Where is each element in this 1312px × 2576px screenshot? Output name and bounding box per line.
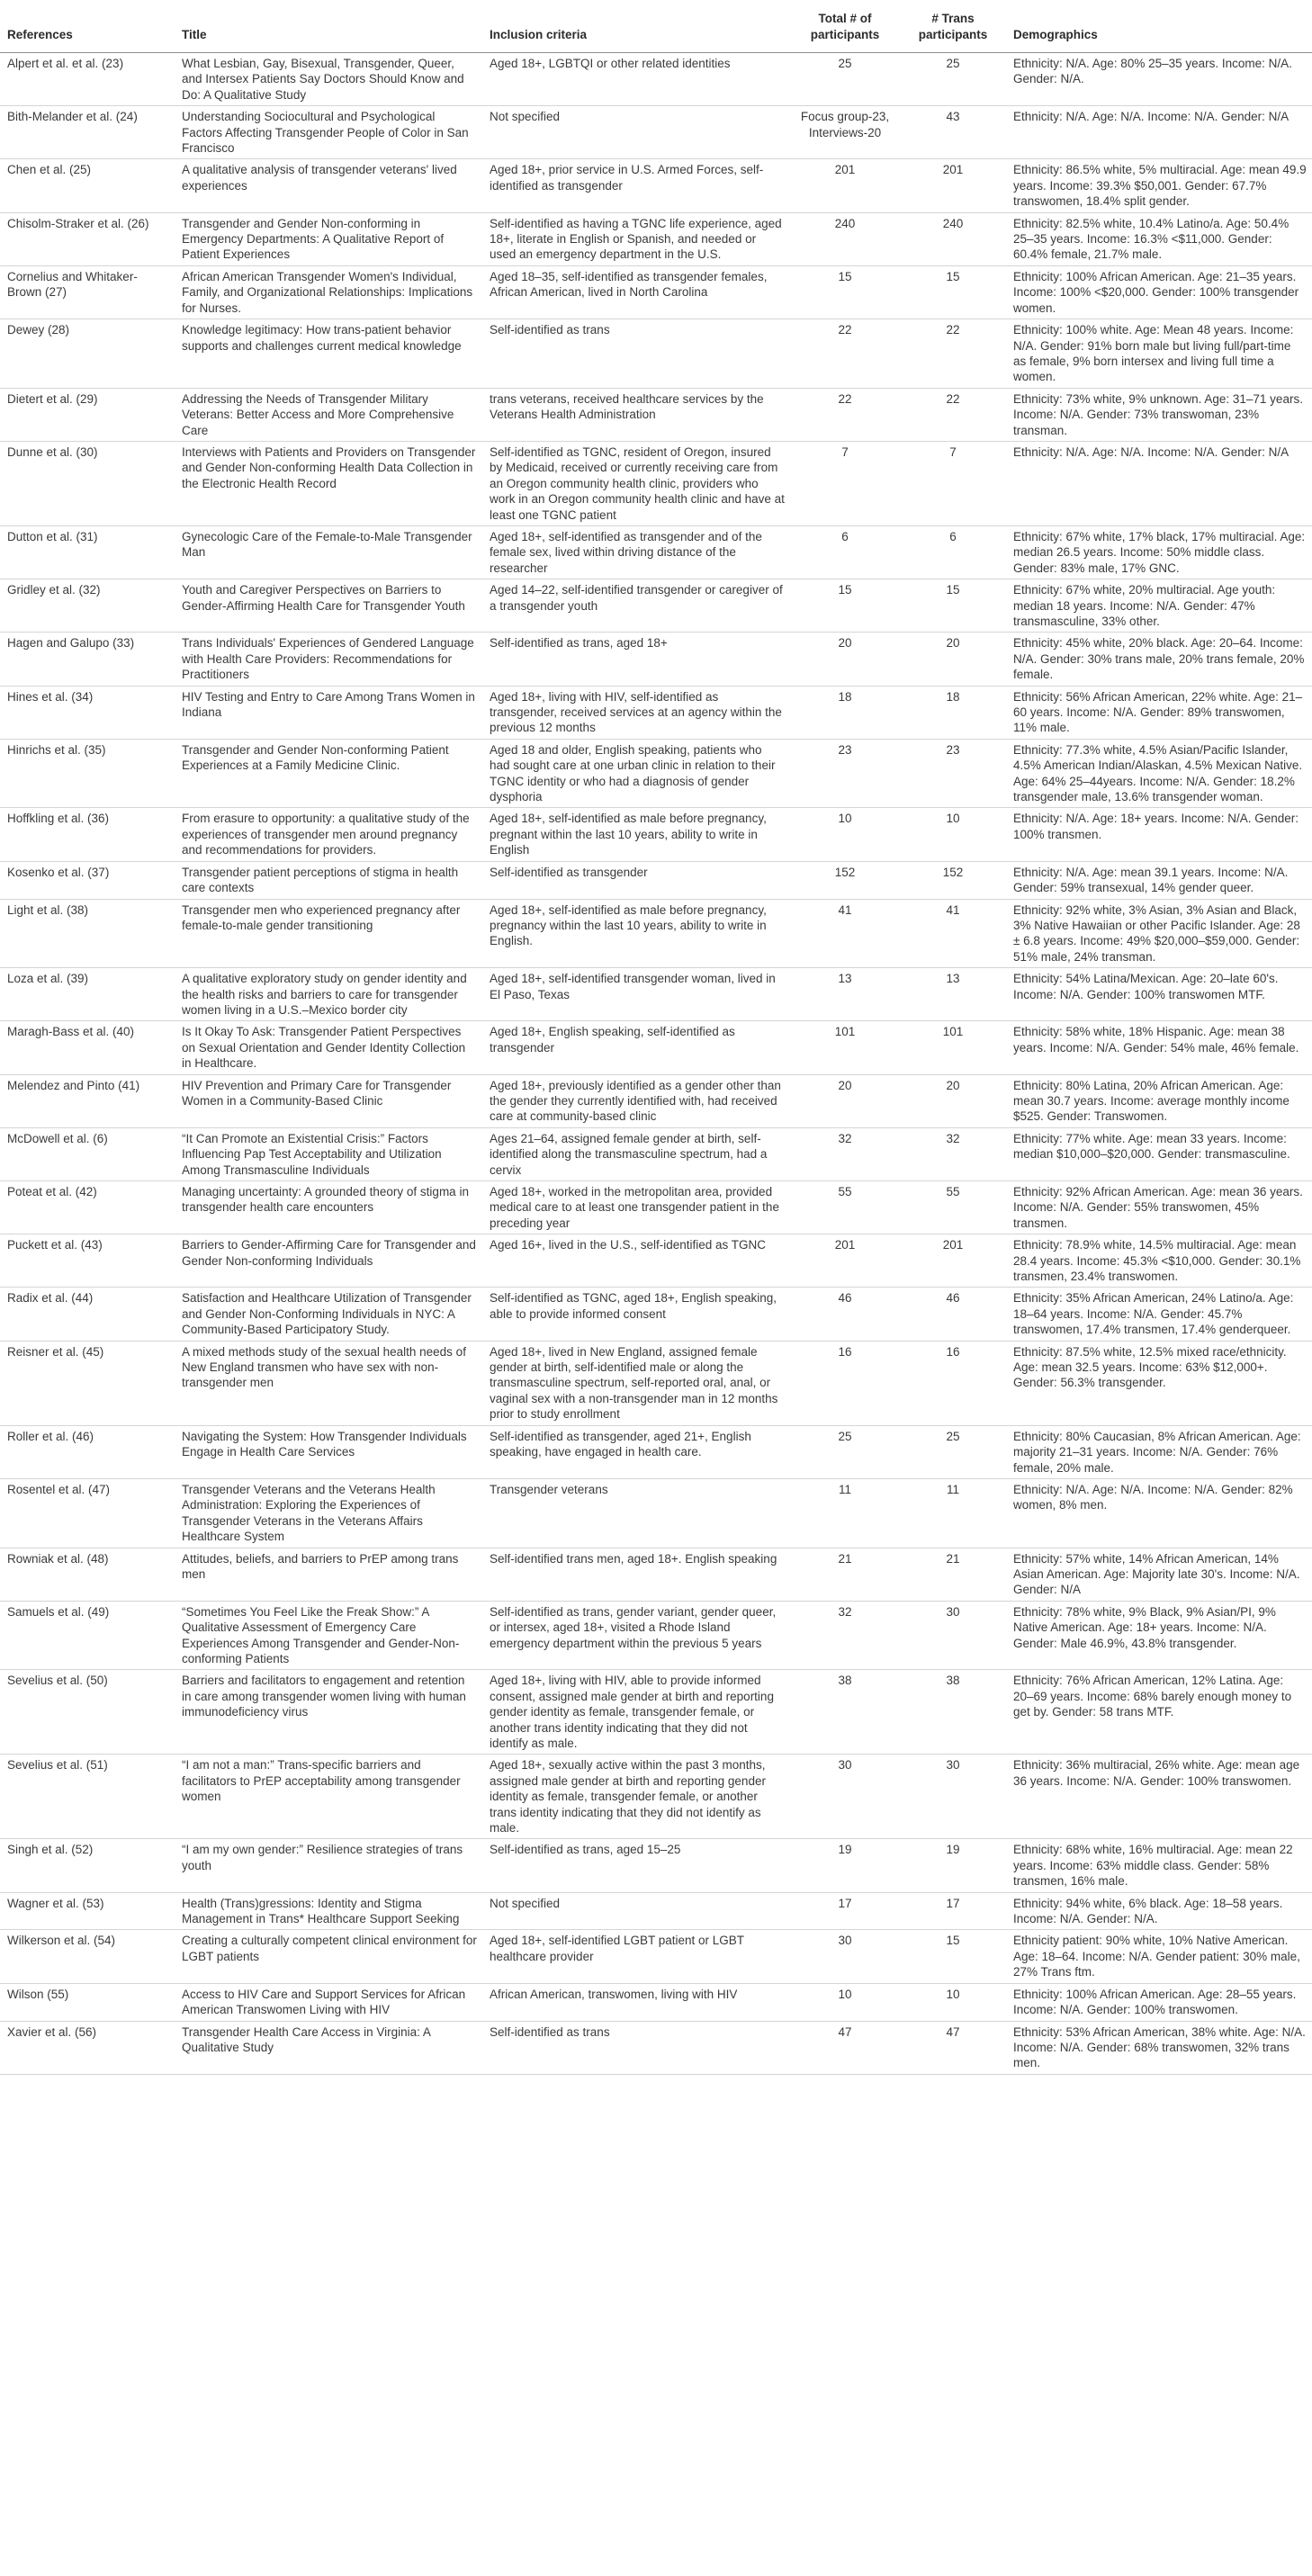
cell-trans-participants: 18 — [898, 686, 1006, 739]
cell-demographics: Ethnicity: 58% white, 18% Hispanic. Age: mean 38 years. Income: N/A. Gender: 54% male, 46% female. — [1006, 1021, 1312, 1074]
cell-inclusion-criteria: Aged 18 and older, English speaking, patients who had sought care at one urban clinic in relation to their TGNC identity or who had a diagnosis of gender dysphoria — [482, 739, 790, 808]
cell-trans-participants: 23 — [898, 739, 1006, 808]
cell-total-participants: 55 — [790, 1181, 898, 1234]
cell-demographics: Ethnicity: 56% African American, 22% white. Age: 21–60 years. Income: N/A. Gender: 89% transwomen, 11% male. — [1006, 686, 1312, 739]
cell-inclusion-criteria: Aged 18+, lived in New England, assigned female gender at birth, self-identified male or along the transmasculine spectrum, self-reported oral, anal, or vaginal sex with a non-transgender man in 12 months prior to study enrollment — [482, 1341, 790, 1425]
cell-reference: Reisner et al. (45) — [0, 1341, 175, 1425]
table-row — [0, 1478, 1312, 1548]
cell-reference: Maragh-Bass et al. (40) — [0, 1021, 175, 1074]
cell-inclusion-criteria: African American, transwomen, living with HIV — [482, 1983, 790, 2021]
table-row — [0, 739, 1312, 808]
table-row — [0, 319, 1312, 389]
cell-inclusion-criteria: Aged 18–35, self-identified as transgender females, African American, lived in North Carolina — [482, 265, 790, 319]
cell-reference: Dunne et al. (30) — [0, 441, 175, 525]
cell-title: Barriers to Gender-Affirming Care for Transgender and Gender Non-conforming Individuals — [175, 1234, 482, 1288]
cell-total-participants: 7 — [790, 441, 898, 525]
cell-reference: Rosentel et al. (47) — [0, 1478, 175, 1548]
table-row — [0, 1839, 1312, 1892]
cell-trans-participants: 7 — [898, 441, 1006, 525]
cell-reference: Hoffkling et al. (36) — [0, 808, 175, 861]
table-row — [0, 1425, 1312, 1478]
cell-reference: Gridley et al. (32) — [0, 579, 175, 633]
cell-inclusion-criteria: Self-identified as having a TGNC life experience, aged 18+, literate in English or Spanish, and needed or used an emergency department in the U.S. — [482, 212, 790, 265]
cell-total-participants: 46 — [790, 1288, 898, 1341]
cell-reference: Wilkerson et al. (54) — [0, 1930, 175, 1983]
table-row — [0, 686, 1312, 739]
cell-demographics: Ethnicity: 77% white. Age: mean 33 years. Income: median $10,000–$20,000. Gender: transmasculine. — [1006, 1127, 1312, 1180]
table-row — [0, 1548, 1312, 1601]
cell-total-participants: 10 — [790, 1983, 898, 2021]
cell-reference: Hinrichs et al. (35) — [0, 739, 175, 808]
cell-demographics: Ethnicity: 77.3% white, 4.5% Asian/Pacific Islander, 4.5% American Indian/Alaskan, 4.5% Mexican Native. Age: 64% 25–44years. Income: N/A. Gender: 18.2% transgender male, 13.6% transgender woman. — [1006, 739, 1312, 808]
table-row — [0, 106, 1312, 159]
table-row — [0, 2021, 1312, 2074]
cell-demographics: Ethnicity: 45% white, 20% black. Age: 20–64. Income: N/A. Gender: 30% trans male, 20% trans female, 20% female. — [1006, 633, 1312, 686]
cell-total-participants: 21 — [790, 1548, 898, 1601]
cell-reference: Kosenko et al. (37) — [0, 861, 175, 899]
cell-total-participants: 11 — [790, 1478, 898, 1548]
table-row — [0, 53, 1312, 106]
table-row — [0, 1127, 1312, 1180]
cell-title: Attitudes, beliefs, and barriers to PrEP among trans men — [175, 1548, 482, 1601]
cell-demographics: Ethnicity: 80% Latina, 20% African American. Age: mean 30.7 years. Income: average monthly income $525. Gender: Transwomen. — [1006, 1074, 1312, 1127]
cell-inclusion-criteria: Self-identified as trans, aged 18+ — [482, 633, 790, 686]
cell-trans-participants: 201 — [898, 1234, 1006, 1288]
cell-total-participants: 32 — [790, 1601, 898, 1670]
cell-total-participants: 240 — [790, 212, 898, 265]
table-row — [0, 1074, 1312, 1127]
table-row — [0, 579, 1312, 633]
header-total-participants: Total # of participants — [790, 0, 898, 53]
cell-demographics: Ethnicity: 100% African American. Age: 21–35 years. Income: 100% <$20,000. Gender: 100% transgender women. — [1006, 265, 1312, 319]
cell-total-participants: 20 — [790, 633, 898, 686]
cell-title: From erasure to opportunity: a qualitative study of the experiences of transgender men around pregnancy and recommendations for providers. — [175, 808, 482, 861]
header-references: References — [0, 0, 175, 53]
cell-trans-participants: 22 — [898, 319, 1006, 389]
cell-inclusion-criteria: trans veterans, received healthcare services by the Veterans Health Administration — [482, 388, 790, 441]
cell-trans-participants: 47 — [898, 2021, 1006, 2074]
cell-total-participants: 15 — [790, 579, 898, 633]
cell-title: Barriers and facilitators to engagement and retention in care among transgender women living with human immunodeficiency virus — [175, 1670, 482, 1755]
cell-title: Transgender and Gender Non-conforming in Emergency Departments: A Qualitative Report of Patient Experiences — [175, 212, 482, 265]
cell-inclusion-criteria: Aged 18+, prior service in U.S. Armed Forces, self-identified as transgender — [482, 159, 790, 212]
cell-reference: Dietert et al. (29) — [0, 388, 175, 441]
cell-trans-participants: 30 — [898, 1755, 1006, 1839]
cell-demographics: Ethnicity: 100% African American. Age: 28–55 years. Income: N/A. Gender: 100% transwomen. — [1006, 1983, 1312, 2021]
cell-title: Creating a culturally competent clinical environment for LGBT patients — [175, 1930, 482, 1983]
cell-title: “It Can Promote an Existential Crisis:” Factors Influencing Pap Test Acceptability and Utilization Among Transmasculine Individuals — [175, 1127, 482, 1180]
cell-title: Knowledge legitimacy: How trans-patient behavior supports and challenges current medical knowledge — [175, 319, 482, 389]
cell-demographics: Ethnicity: 76% African American, 12% Latina. Age: 20–69 years. Income: 68% barely enough money to get by. Gender: 58 trans MTF. — [1006, 1670, 1312, 1755]
cell-title: HIV Testing and Entry to Care Among Trans Women in Indiana — [175, 686, 482, 739]
cell-reference: Poteat et al. (42) — [0, 1181, 175, 1234]
header-title: Title — [175, 0, 482, 53]
cell-title: Gynecologic Care of the Female-to-Male Transgender Man — [175, 525, 482, 579]
cell-title: Understanding Sociocultural and Psychological Factors Affecting Transgender People of Color in San Francisco — [175, 106, 482, 159]
cell-reference: Sevelius et al. (51) — [0, 1755, 175, 1839]
cell-total-participants: 22 — [790, 388, 898, 441]
table-body — [0, 53, 1312, 2075]
cell-total-participants: 47 — [790, 2021, 898, 2074]
cell-title: African American Transgender Women's Individual, Family, and Organizational Relationships: Implications for Nurses. — [175, 265, 482, 319]
cell-trans-participants: 13 — [898, 968, 1006, 1021]
table-row — [0, 388, 1312, 441]
table-row — [0, 1181, 1312, 1234]
cell-inclusion-criteria: Aged 18+, sexually active within the past 3 months, assigned male gender at birth and reporting gender identity as female, transgender female, or another trans identity indicating that they did not identify as male. — [482, 1755, 790, 1839]
cell-reference: Bith-Melander et al. (24) — [0, 106, 175, 159]
cell-trans-participants: 25 — [898, 53, 1006, 106]
table-row — [0, 899, 1312, 968]
cell-demographics: Ethnicity: 92% African American. Age: mean 36 years. Income: N/A. Gender: 55% transwomen, 45% transmen. — [1006, 1181, 1312, 1234]
cell-total-participants: 18 — [790, 686, 898, 739]
cell-total-participants: 17 — [790, 1892, 898, 1930]
table-header — [0, 0, 1312, 53]
cell-reference: Singh et al. (52) — [0, 1839, 175, 1892]
cell-reference: Cornelius and Whitaker-Brown (27) — [0, 265, 175, 319]
cell-title: Is It Okay To Ask: Transgender Patient Perspectives on Sexual Orientation and Gender Identity Collection in Healthcare. — [175, 1021, 482, 1074]
cell-demographics: Ethnicity: N/A. Age: mean 39.1 years. Income: N/A. Gender: 59% transexual, 14% gender queer. — [1006, 861, 1312, 899]
cell-trans-participants: 17 — [898, 1892, 1006, 1930]
cell-demographics: Ethnicity patient: 90% white, 10% Native American. Age: 18–64. Income: N/A. Gender patient: 30% male, 27% Trans ftm. — [1006, 1930, 1312, 1983]
cell-total-participants: 25 — [790, 1425, 898, 1478]
cell-total-participants: 38 — [790, 1670, 898, 1755]
cell-trans-participants: 10 — [898, 1983, 1006, 2021]
cell-total-participants: 201 — [790, 1234, 898, 1288]
cell-title: “I am not a man:” Trans-specific barriers and facilitators to PrEP acceptability among transgender women — [175, 1755, 482, 1839]
cell-total-participants: 41 — [790, 899, 898, 968]
cell-trans-participants: 55 — [898, 1181, 1006, 1234]
cell-demographics: Ethnicity: 78% white, 9% Black, 9% Asian/PI, 9% Native American. Age: 18+ years. Income: N/A. Gender: Male 46.9%, 43.8% transgender. — [1006, 1601, 1312, 1670]
table-row — [0, 1601, 1312, 1670]
cell-total-participants: 15 — [790, 265, 898, 319]
cell-total-participants: 23 — [790, 739, 898, 808]
cell-title: Transgender patient perceptions of stigma in health care contexts — [175, 861, 482, 899]
table-row — [0, 808, 1312, 861]
cell-total-participants: 20 — [790, 1074, 898, 1127]
cell-inclusion-criteria: Aged 18+, worked in the metropolitan area, provided medical care to at least one transgender patient in the preceding year — [482, 1181, 790, 1234]
cell-total-participants: 6 — [790, 525, 898, 579]
cell-inclusion-criteria: Self-identified as TGNC, aged 18+, English speaking, able to provide informed consent — [482, 1288, 790, 1341]
cell-title: Youth and Caregiver Perspectives on Barriers to Gender-Affirming Health Care for Transgender Youth — [175, 579, 482, 633]
cell-demographics: Ethnicity: 36% multiracial, 26% white. Age: mean age 36 years. Income: N/A. Gender: 100% transwomen. — [1006, 1755, 1312, 1839]
cell-total-participants: 22 — [790, 319, 898, 389]
cell-inclusion-criteria: Self-identified as trans — [482, 2021, 790, 2074]
header-trans-participants: # Trans participants — [898, 0, 1006, 53]
table-row — [0, 212, 1312, 265]
cell-reference: Sevelius et al. (50) — [0, 1670, 175, 1755]
cell-reference: Rowniak et al. (48) — [0, 1548, 175, 1601]
cell-trans-participants: 240 — [898, 212, 1006, 265]
cell-inclusion-criteria: Aged 16+, lived in the U.S., self-identified as TGNC — [482, 1234, 790, 1288]
cell-inclusion-criteria: Not specified — [482, 1892, 790, 1930]
cell-total-participants: 152 — [790, 861, 898, 899]
cell-title: What Lesbian, Gay, Bisexual, Transgender, Queer, and Intersex Patients Say Doctors Should Know and Do: A Qualitative Study — [175, 53, 482, 106]
cell-reference: Chisolm-Straker et al. (26) — [0, 212, 175, 265]
cell-demographics: Ethnicity: 87.5% white, 12.5% mixed race/ethnicity. Age: mean 32.5 years. Income: 63% $12,000+. Gender: 56.3% transgender. — [1006, 1341, 1312, 1425]
cell-trans-participants: 38 — [898, 1670, 1006, 1755]
cell-inclusion-criteria: Self-identified as trans, aged 15–25 — [482, 1839, 790, 1892]
cell-title: Transgender and Gender Non-conforming Patient Experiences at a Family Medicine Clinic. — [175, 739, 482, 808]
cell-demographics: Ethnicity: N/A. Age: N/A. Income: N/A. Gender: N/A — [1006, 441, 1312, 525]
cell-inclusion-criteria: Transgender veterans — [482, 1478, 790, 1548]
cell-trans-participants: 11 — [898, 1478, 1006, 1548]
cell-inclusion-criteria: Aged 18+, self-identified LGBT patient or LGBT healthcare provider — [482, 1930, 790, 1983]
cell-title: Navigating the System: How Transgender Individuals Engage in Health Care Services — [175, 1425, 482, 1478]
table-row — [0, 1755, 1312, 1839]
cell-inclusion-criteria: Aged 18+, living with HIV, self-identified as transgender, received services at an agency within the previous 12 months — [482, 686, 790, 739]
cell-demographics: Ethnicity: 54% Latina/Mexican. Age: 20–late 60's. Income: N/A. Gender: 100% transwomen MTF. — [1006, 968, 1312, 1021]
cell-trans-participants: 152 — [898, 861, 1006, 899]
cell-title: HIV Prevention and Primary Care for Transgender Women in a Community-Based Clinic — [175, 1074, 482, 1127]
table-row — [0, 1234, 1312, 1288]
cell-total-participants: Focus group-23, Interviews-20 — [790, 106, 898, 159]
cell-reference: Dutton et al. (31) — [0, 525, 175, 579]
cell-title: Health (Trans)gressions: Identity and Stigma Management in Trans* Healthcare Support Seeking — [175, 1892, 482, 1930]
cell-title: A qualitative analysis of transgender veterans' lived experiences — [175, 159, 482, 212]
table-row — [0, 1983, 1312, 2021]
cell-demographics: Ethnicity: 80% Caucasian, 8% African American. Age: majority 21–31 years. Income: N/A. Gender: 76% female, 20% male. — [1006, 1425, 1312, 1478]
cell-trans-participants: 101 — [898, 1021, 1006, 1074]
cell-demographics: Ethnicity: N/A. Age: 80% 25–35 years. Income: N/A. Gender: N/A. — [1006, 53, 1312, 106]
cell-reference: Melendez and Pinto (41) — [0, 1074, 175, 1127]
table-row — [0, 1288, 1312, 1341]
table-row — [0, 441, 1312, 525]
cell-demographics: Ethnicity: 86.5% white, 5% multiracial. Age: mean 49.9 years. Income: 39.3% $50,001. Gender: 67.7% transwomen, 18.4% split gender. — [1006, 159, 1312, 212]
cell-trans-participants: 22 — [898, 388, 1006, 441]
cell-inclusion-criteria: Aged 18+, self-identified transgender woman, lived in El Paso, Texas — [482, 968, 790, 1021]
cell-inclusion-criteria: Self-identified as TGNC, resident of Oregon, insured by Medicaid, received or currently receiving care from an Oregon community health clinic, providers who work in an Oregon community health clinic and have at least one TGNC patient — [482, 441, 790, 525]
cell-inclusion-criteria: Aged 18+, self-identified as transgender and of the female sex, lived within driving distance of the researcher — [482, 525, 790, 579]
cell-inclusion-criteria: Aged 18+, self-identified as male before pregnancy, pregnancy within the last 10 years, ability to write in English. — [482, 899, 790, 968]
cell-trans-participants: 10 — [898, 808, 1006, 861]
cell-demographics: Ethnicity: 82.5% white, 10.4% Latino/a. Age: 50.4% 25–35 years. Income: 16.3% <$11,000. Gender: 60.4% female, 21.7% male. — [1006, 212, 1312, 265]
header-demographics: Demographics — [1006, 0, 1312, 53]
table-row — [0, 1930, 1312, 1983]
table-row — [0, 1892, 1312, 1930]
cell-title: A qualitative exploratory study on gender identity and the health risks and barriers to care for transgender women living in a U.S.–Mexico border city — [175, 968, 482, 1021]
cell-trans-participants: 41 — [898, 899, 1006, 968]
cell-inclusion-criteria: Aged 18+, English speaking, self-identified as transgender — [482, 1021, 790, 1074]
cell-trans-participants: 30 — [898, 1601, 1006, 1670]
cell-demographics: Ethnicity: N/A. Age: N/A. Income: N/A. Gender: 82% women, 8% men. — [1006, 1478, 1312, 1548]
cell-reference: McDowell et al. (6) — [0, 1127, 175, 1180]
cell-trans-participants: 21 — [898, 1548, 1006, 1601]
cell-reference: Puckett et al. (43) — [0, 1234, 175, 1288]
table-row — [0, 1341, 1312, 1425]
cell-title: “Sometimes You Feel Like the Freak Show:” A Qualitative Assessment of Emergency Care Experiences Among Transgender and Gender-Non-conforming Patients — [175, 1601, 482, 1670]
cell-demographics: Ethnicity: 78.9% white, 14.5% multiracial. Age: mean 28.4 years. Income: 45.3% <$10,000. Gender: 30.1% transmen, 23.4% transwomen. — [1006, 1234, 1312, 1288]
cell-reference: Wagner et al. (53) — [0, 1892, 175, 1930]
cell-trans-participants: 15 — [898, 579, 1006, 633]
cell-reference: Radix et al. (44) — [0, 1288, 175, 1341]
cell-inclusion-criteria: Self-identified as transgender — [482, 861, 790, 899]
cell-reference: Hagen and Galupo (33) — [0, 633, 175, 686]
cell-total-participants: 101 — [790, 1021, 898, 1074]
cell-trans-participants: 20 — [898, 1074, 1006, 1127]
cell-reference: Samuels et al. (49) — [0, 1601, 175, 1670]
cell-inclusion-criteria: Aged 18+, living with HIV, able to provide informed consent, assigned male gender at birth and reporting gender identity as female, transgender female, or another trans identity indicating that they did not identify as male. — [482, 1670, 790, 1755]
cell-reference: Loza et al. (39) — [0, 968, 175, 1021]
cell-inclusion-criteria: Ages 21–64, assigned female gender at birth, self-identified along the transmasculine spectrum, had a cervix — [482, 1127, 790, 1180]
cell-reference: Wilson (55) — [0, 1983, 175, 2021]
cell-trans-participants: 43 — [898, 106, 1006, 159]
cell-demographics: Ethnicity: 94% white, 6% black. Age: 18–58 years. Income: N/A. Gender: N/A. — [1006, 1892, 1312, 1930]
cell-total-participants: 19 — [790, 1839, 898, 1892]
cell-total-participants: 30 — [790, 1755, 898, 1839]
cell-trans-participants: 15 — [898, 1930, 1006, 1983]
cell-reference: Xavier et al. (56) — [0, 2021, 175, 2074]
cell-total-participants: 30 — [790, 1930, 898, 1983]
table-row — [0, 633, 1312, 686]
cell-title: Interviews with Patients and Providers on Transgender and Gender Non-conforming Health Data Collection in the Electronic Health Record — [175, 441, 482, 525]
cell-title: Satisfaction and Healthcare Utilization of Transgender and Gender Non-Conforming Individuals in NYC: A Community-Based Participatory Study. — [175, 1288, 482, 1341]
cell-trans-participants: 15 — [898, 265, 1006, 319]
cell-demographics: Ethnicity: 92% white, 3% Asian, 3% Asian and Black, 3% Native Hawaiian or other Pacific Islander. Age: 28 ± 6.8 years. Income: 49% $20,000–$59,000. Gender: 51% male, 24% transman. — [1006, 899, 1312, 968]
table-row — [0, 265, 1312, 319]
cell-trans-participants: 19 — [898, 1839, 1006, 1892]
cell-total-participants: 25 — [790, 53, 898, 106]
cell-demographics: Ethnicity: 73% white, 9% unknown. Age: 31–71 years. Income: N/A. Gender: 73% transwoman, 23% transman. — [1006, 388, 1312, 441]
cell-trans-participants: 32 — [898, 1127, 1006, 1180]
cell-reference: Hines et al. (34) — [0, 686, 175, 739]
cell-title: “I am my own gender:” Resilience strategies of trans youth — [175, 1839, 482, 1892]
cell-trans-participants: 16 — [898, 1341, 1006, 1425]
cell-reference: Alpert et al. et al. (23) — [0, 53, 175, 106]
cell-total-participants: 201 — [790, 159, 898, 212]
cell-inclusion-criteria: Self-identified as transgender, aged 21+, English speaking, have engaged in health care. — [482, 1425, 790, 1478]
cell-inclusion-criteria: Self-identified as trans — [482, 319, 790, 389]
table-row — [0, 861, 1312, 899]
cell-trans-participants: 20 — [898, 633, 1006, 686]
cell-title: Access to HIV Care and Support Services for African American Transwomen Living with HIV — [175, 1983, 482, 2021]
cell-total-participants: 13 — [790, 968, 898, 1021]
cell-total-participants: 10 — [790, 808, 898, 861]
cell-inclusion-criteria: Aged 18+, self-identified as male before pregnancy, pregnant within the last 10 years, ability to write in English — [482, 808, 790, 861]
cell-trans-participants: 6 — [898, 525, 1006, 579]
cell-title: Transgender Veterans and the Veterans Health Administration: Exploring the Experiences of Transgender Veterans in the Veterans Affairs Healthcare System — [175, 1478, 482, 1548]
cell-inclusion-criteria: Self-identified trans men, aged 18+. English speaking — [482, 1548, 790, 1601]
cell-trans-participants: 25 — [898, 1425, 1006, 1478]
cell-title: Managing uncertainty: A grounded theory of stigma in transgender health care encounters — [175, 1181, 482, 1234]
cell-demographics: Ethnicity: N/A. Age: N/A. Income: N/A. Gender: N/A — [1006, 106, 1312, 159]
table-row — [0, 159, 1312, 212]
cell-demographics: Ethnicity: 35% African American, 24% Latino/a. Age: 18–64 years. Income: N/A. Gender: 45.7% transwomen, 17.4% transmen, 17.4% genderqueer. — [1006, 1288, 1312, 1341]
cell-demographics: Ethnicity: 67% white, 17% black, 17% multiracial. Age: median 26.5 years. Income: 50% middle class. Gender: 83% male, 17% GNC. — [1006, 525, 1312, 579]
cell-inclusion-criteria: Aged 18+, previously identified as a gender other than the gender they currently identified with, had received care at community-based clinic — [482, 1074, 790, 1127]
cell-total-participants: 16 — [790, 1341, 898, 1425]
cell-inclusion-criteria: Aged 18+, LGBTQI or other related identities — [482, 53, 790, 106]
header-row — [0, 0, 1312, 53]
cell-title: Transgender Health Care Access in Virginia: A Qualitative Study — [175, 2021, 482, 2074]
cell-total-participants: 32 — [790, 1127, 898, 1180]
cell-title: A mixed methods study of the sexual health needs of New England transmen who have sex with non-transgender men — [175, 1341, 482, 1425]
cell-demographics: Ethnicity: 67% white, 20% multiracial. Age youth: median 18 years. Income: N/A. Gender: 47% transmasculine, 33% other. — [1006, 579, 1312, 633]
cell-inclusion-criteria: Aged 14–22, self-identified transgender or caregiver of a transgender youth — [482, 579, 790, 633]
header-inclusion-criteria: Inclusion criteria — [482, 0, 790, 53]
cell-title: Transgender men who experienced pregnancy after female-to-male gender transitioning — [175, 899, 482, 968]
cell-trans-participants: 201 — [898, 159, 1006, 212]
cell-trans-participants: 46 — [898, 1288, 1006, 1341]
table-row — [0, 1670, 1312, 1755]
cell-reference: Dewey (28) — [0, 319, 175, 389]
cell-demographics: Ethnicity: N/A. Age: 18+ years. Income: N/A. Gender: 100% transmen. — [1006, 808, 1312, 861]
table-row — [0, 968, 1312, 1021]
cell-title: Addressing the Needs of Transgender Military Veterans: Better Access and More Comprehensive Care — [175, 388, 482, 441]
cell-reference: Roller et al. (46) — [0, 1425, 175, 1478]
cell-demographics: Ethnicity: 100% white. Age: Mean 48 years. Income: N/A. Gender: 91% born male but living full/part-time as female, 9% born intersex and living full time a women. — [1006, 319, 1312, 389]
cell-demographics: Ethnicity: 57% white, 14% African American, 14% Asian American. Age: Majority late 30's. Income: N/A. Gender: N/A — [1006, 1548, 1312, 1601]
cell-demographics: Ethnicity: 68% white, 16% multiracial. Age: mean 22 years. Income: 63% middle class. Gender: 58% transmen, 16% male. — [1006, 1839, 1312, 1892]
table-row — [0, 525, 1312, 579]
table-row — [0, 1021, 1312, 1074]
cell-reference: Chen et al. (25) — [0, 159, 175, 212]
cell-reference: Light et al. (38) — [0, 899, 175, 968]
cell-inclusion-criteria: Not specified — [482, 106, 790, 159]
cell-title: Trans Individuals' Experiences of Gendered Language with Health Care Providers: Recommendations for Practitioners — [175, 633, 482, 686]
cell-inclusion-criteria: Self-identified as trans, gender variant, gender queer, or intersex, aged 18+, visited a Rhode Island emergency department within the previous 5 years — [482, 1601, 790, 1670]
cell-demographics: Ethnicity: 53% African American, 38% white. Age: N/A. Income: N/A. Gender: 68% transwomen, 32% trans men. — [1006, 2021, 1312, 2074]
